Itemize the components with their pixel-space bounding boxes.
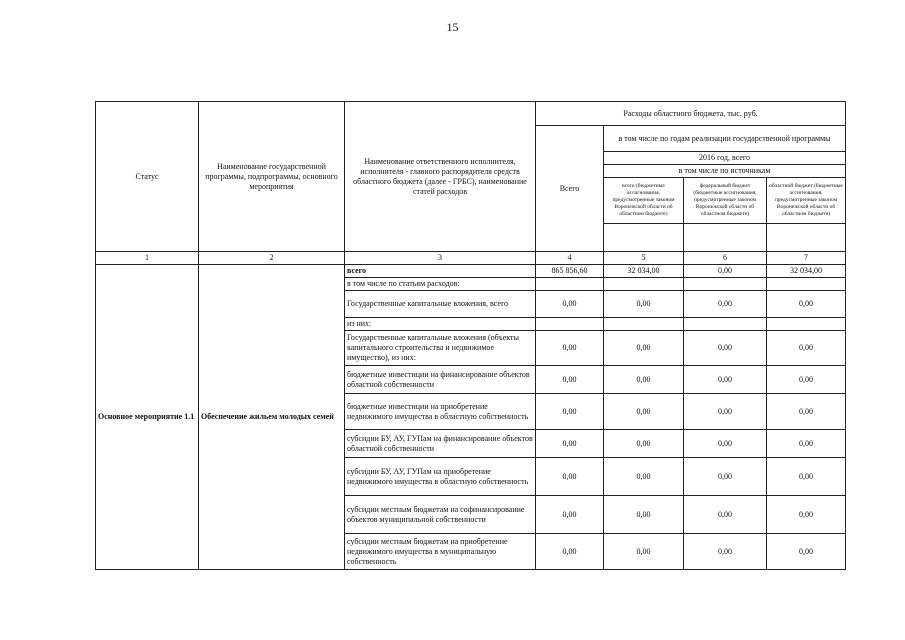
value-cell-v5 xyxy=(604,318,684,331)
value-cell-v5 xyxy=(604,278,684,291)
value-cell-v5: 0,00 xyxy=(604,291,684,318)
value-cell-v7: 0,00 xyxy=(767,331,846,366)
row-label: бюджетные инвестиции на приобретение недвижимого имущества в областную собственность xyxy=(345,394,536,430)
value-cell-v4: 0,00 xyxy=(536,496,604,534)
col-number-4: 4 xyxy=(536,252,604,265)
row-label: субсидии БУ, АУ, ГУПам на финансирование объектов областной собственности xyxy=(345,430,536,458)
value-cell-v4: 0,00 xyxy=(536,291,604,318)
header-by-sources: в том числе по источникам xyxy=(604,165,846,178)
header-total: Всего xyxy=(536,126,604,252)
header-by-years: в том числе по годам реализации государственной программы xyxy=(604,126,846,152)
col-number-7: 7 xyxy=(767,252,846,265)
value-cell-v5: 0,00 xyxy=(604,534,684,570)
header-src-regional: областной бюджет (бюджетные ассигнования, предусмотренные законом Воронежской области об областном бюджете) xyxy=(767,178,846,224)
value-cell-v7: 0,00 xyxy=(767,366,846,394)
value-cell-v5: 0,00 xyxy=(604,366,684,394)
header-status: Статус xyxy=(96,102,199,252)
value-cell-v6: 0,00 xyxy=(684,291,767,318)
value-cell-v6: 0,00 xyxy=(684,496,767,534)
value-cell-v6: 0,00 xyxy=(684,265,767,278)
value-cell-v7: 0,00 xyxy=(767,534,846,570)
value-cell-v4: 0,00 xyxy=(536,331,604,366)
row-label: субсидии местным бюджетам на софинансирование объектов муниципальной собственности xyxy=(345,496,536,534)
value-cell-v6 xyxy=(684,278,767,291)
row-label: субсидии БУ, АУ, ГУПам на приобретение недвижимого имущества в областную собственность xyxy=(345,458,536,496)
value-cell-v7 xyxy=(767,318,846,331)
row-label: Государственные капитальные вложения (объекты капитального строительства и недвижимое имущество), из них: xyxy=(345,331,536,366)
header-program-name: Наименование государственной программы, подпрограммы, основного мероприятия xyxy=(199,102,345,252)
value-cell-v4: 0,00 xyxy=(536,366,604,394)
value-cell-v6 xyxy=(684,318,767,331)
value-cell-v7 xyxy=(767,278,846,291)
value-cell-v6: 0,00 xyxy=(684,331,767,366)
program-name-cell: Обеспечение жильем молодых семей xyxy=(199,265,345,570)
page-number: 15 xyxy=(446,20,459,34)
value-cell-v6: 0,00 xyxy=(684,430,767,458)
col-number-3: 3 xyxy=(345,252,536,265)
value-cell-v4: 0,00 xyxy=(536,394,604,430)
col-number-1: 1 xyxy=(96,252,199,265)
header-expenses-title: Расходы областного бюджета, тыс. руб. xyxy=(536,102,846,126)
value-cell-v6: 0,00 xyxy=(684,366,767,394)
header-executor: Наименование ответственного исполнителя, исполнителя - главного распорядителя средств областного бюджета (далее - ГРБС), наименование статей расходов xyxy=(345,102,536,252)
value-cell-v5: 0,00 xyxy=(604,331,684,366)
col-number-6: 6 xyxy=(684,252,767,265)
value-cell-v4: 0,00 xyxy=(536,534,604,570)
col-number-2: 2 xyxy=(199,252,345,265)
value-cell-v7: 0,00 xyxy=(767,394,846,430)
budget-table xyxy=(95,101,846,570)
value-cell-v6: 0,00 xyxy=(684,534,767,570)
value-cell-v7: 32 034,00 xyxy=(767,265,846,278)
value-cell-v4: 0,00 xyxy=(536,430,604,458)
value-cell-v5: 0,00 xyxy=(604,458,684,496)
value-cell-v7: 0,00 xyxy=(767,291,846,318)
value-cell-v4: 0,00 xyxy=(536,458,604,496)
value-cell-v4 xyxy=(536,318,604,331)
header-src-all: всего (бюджетные ассигнования, предусмотренные законом Воронежской области об областном бюджете) xyxy=(604,178,684,224)
value-cell-v7: 0,00 xyxy=(767,430,846,458)
row-label: Государственные капитальные вложения, всего xyxy=(345,291,536,318)
value-cell-v4 xyxy=(536,278,604,291)
value-cell-v5: 0,00 xyxy=(604,430,684,458)
value-cell-v5: 32 034,00 xyxy=(604,265,684,278)
status-cell: Основное мероприятие 1.1 xyxy=(96,265,199,570)
row-label: бюджетные инвестиции на финансирование объектов областной собственности xyxy=(345,366,536,394)
value-cell-v6: 0,00 xyxy=(684,458,767,496)
value-cell-v7: 0,00 xyxy=(767,496,846,534)
row-label: в том числе по статьям расходов: xyxy=(345,278,536,291)
table-row xyxy=(96,265,846,278)
row-label: субсидии местным бюджетам на приобретение недвижимого имущества в муниципальную собственность xyxy=(345,534,536,570)
row-label: из них: xyxy=(345,318,536,331)
header-year: 2016 год, всего xyxy=(604,152,846,165)
value-cell-v7: 0,00 xyxy=(767,458,846,496)
column-number-row xyxy=(96,252,846,265)
value-cell-v6: 0,00 xyxy=(684,394,767,430)
col-number-5: 5 xyxy=(604,252,684,265)
row-label: всего xyxy=(345,265,536,278)
value-cell-v4: 865 856,60 xyxy=(536,265,604,278)
value-cell-v5: 0,00 xyxy=(604,394,684,430)
value-cell-v5: 0,00 xyxy=(604,496,684,534)
header-src-federal: федеральный бюджет (бюджетные ассигнования, предусмотренные законом Воронежской области об областном бюджете) xyxy=(684,178,767,224)
